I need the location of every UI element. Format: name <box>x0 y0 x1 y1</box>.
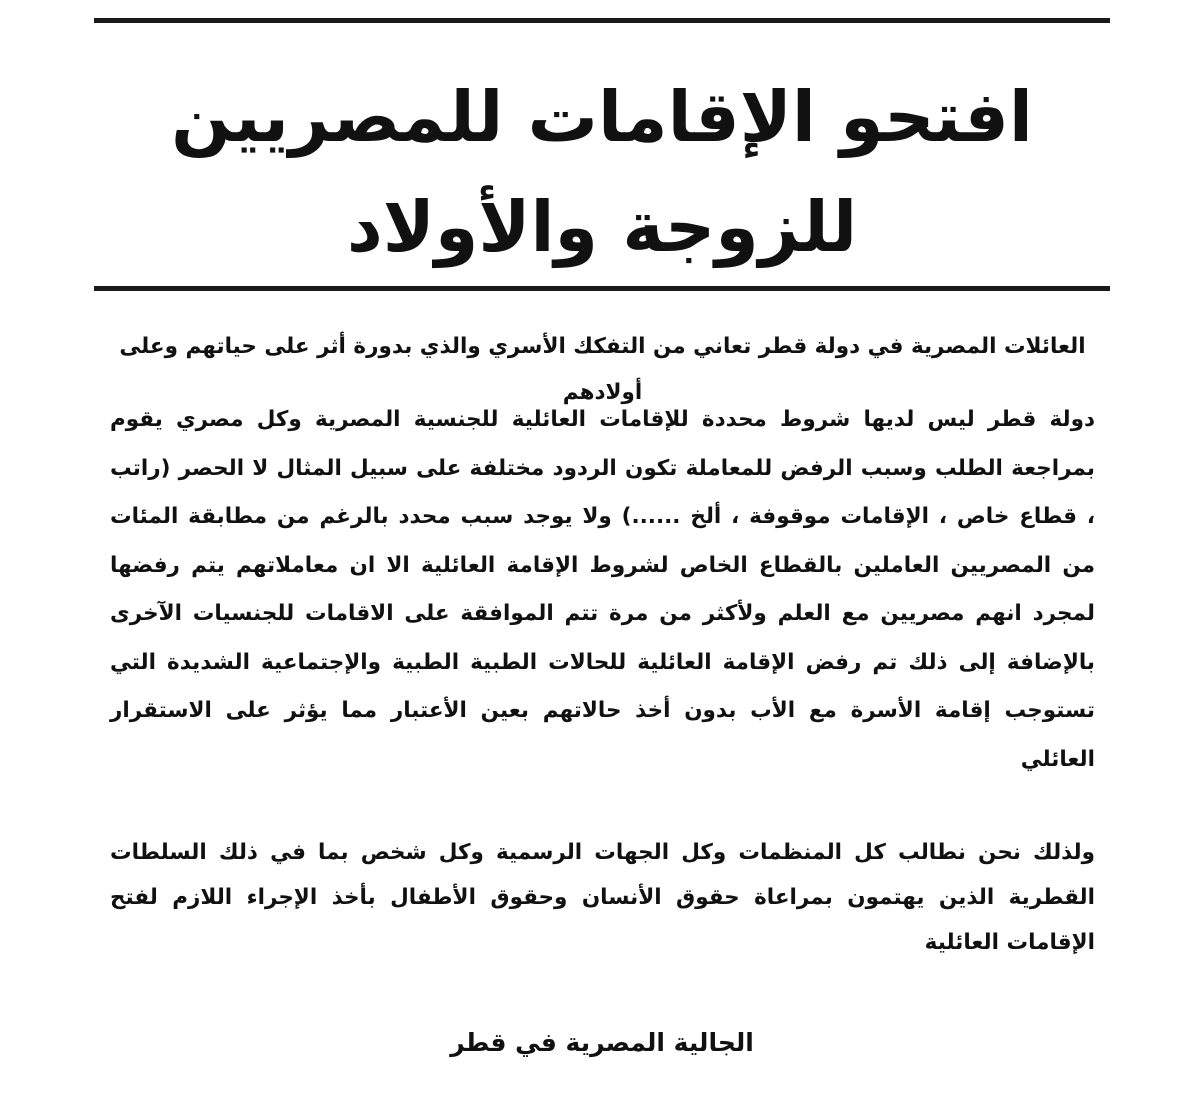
signature: الجالية المصرية في قطر <box>450 1028 754 1057</box>
headline <box>94 62 1110 282</box>
bottom-divider <box>94 286 1110 291</box>
body-paragraph: دولة قطر ليس لديها شروط محددة للإقامات العائلية للجنسية المصرية وكل مصري يقوم بمراجعة الطلب وسبب الرفض للمعاملة تكون الردود مختلفة على سبيل المثال لا الحصر (راتب ، قطاع خاص ، الإقامات موقوفة ، ألخ ......) ولا يوجد سبب محدد بالرغم من مطابقة المئات من المصريين العاملين بالقطاع الخاص لشروط الإقامة العائلية الا ان معاملاتهم يتم رفضها لمجرد انهم مصريين مع العلم ولأكثر من مرة تتم الموافقة على الاقامات للجنسيات الآخرى بالإضافة إلى ذلك تم رفض الإقامة العائلية للحالات الطبية الطبية والإجتماعية الشديدة التي تستوجب إقامة الأسرة مع الأب بدون أخذ حالاتهم بعين الأعتبار مما يؤثر على الاستقرار العائلي <box>110 407 1095 772</box>
headline-line-1: افتحو الإقامات للمصريين <box>171 76 1033 158</box>
demand-paragraph: ولذلك نحن نطالب كل المنظمات وكل الجهات الرسمية وكل شخص بما في ذلك السلطات القطرية الذين يهتمون بمراعاة حقوق الأنسان وحقوق الأطفال بأخذ الإجراء اللازم لفتح الإقامات العائلية <box>110 840 1095 955</box>
top-divider <box>94 18 1110 23</box>
headline-line-2: للزوجة والأولاد <box>346 186 858 268</box>
intro-paragraph: العائلات المصرية في دولة قطر تعاني من التفكك الأسري والذي بدورة أثر على حياتهم وعلى أولادهم <box>119 334 1086 405</box>
